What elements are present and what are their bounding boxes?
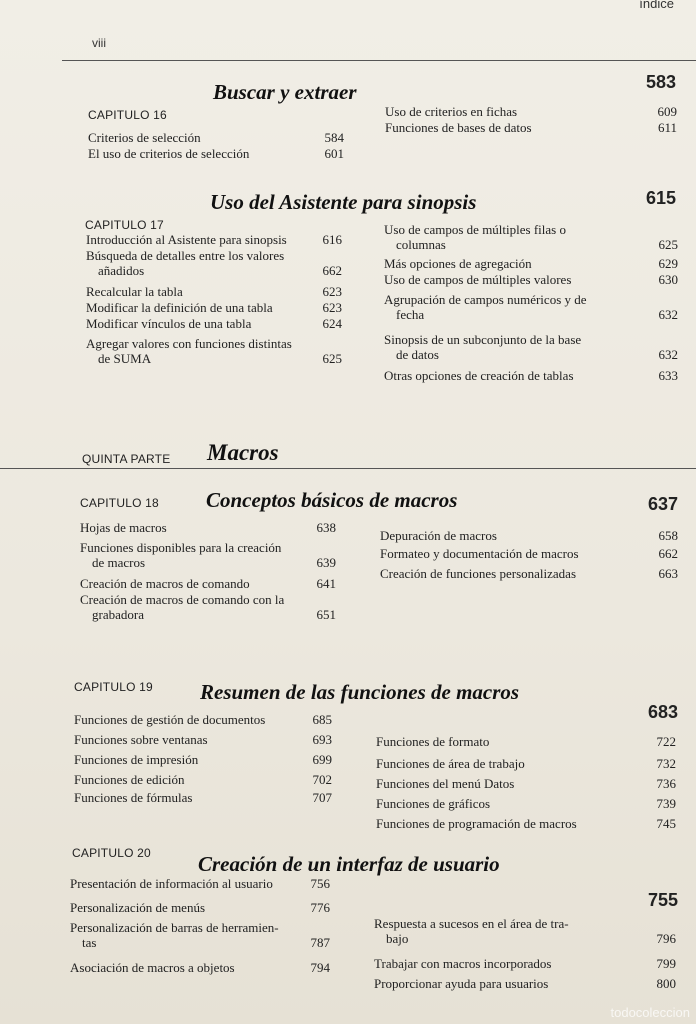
entry-title: Uso de campos de múltiples valores xyxy=(384,272,572,287)
entry-page: 662 xyxy=(658,546,678,561)
entry-page: 611 xyxy=(657,120,677,135)
toc-entry xyxy=(385,120,677,135)
toc-entry xyxy=(74,772,332,787)
toc-entry xyxy=(384,222,678,252)
entry-page: 616 xyxy=(322,232,342,247)
toc-entry xyxy=(80,540,336,570)
entry-page: 685 xyxy=(312,712,332,727)
entry-title: Funciones de área de trabajo xyxy=(376,756,525,771)
entry-page: 745 xyxy=(656,816,676,831)
entry-title: Hojas de macros xyxy=(80,520,167,535)
entry-page: 601 xyxy=(324,146,344,161)
entry-title: Personalización de barras de herramien- xyxy=(70,920,279,935)
entry-page: 584 xyxy=(324,130,344,145)
entry-page: 776 xyxy=(310,900,330,915)
entry-page: 609 xyxy=(657,104,677,119)
toc-entry xyxy=(74,752,332,767)
entry-title: Funciones de edición xyxy=(74,772,185,787)
toc-entry xyxy=(384,292,678,322)
entry-title: Modificar vínculos de una tabla xyxy=(86,316,252,331)
toc-entry xyxy=(384,368,678,383)
entry-page: 794 xyxy=(310,960,330,975)
entry-title: Uso de criterios en fichas xyxy=(385,104,518,119)
entry-title: Formateo y documentación de macros xyxy=(380,546,579,561)
entry-title: Creación de macros de comando con la xyxy=(80,592,285,607)
running-header: índice xyxy=(639,0,674,11)
entry-title: Respuesta a sucesos en el área de tra- xyxy=(374,916,569,931)
entry-title: Depuración de macros xyxy=(380,528,497,543)
entry-title: Búsqueda de detalles entre los valores xyxy=(86,248,285,263)
toc-entry xyxy=(86,232,342,247)
entry-page: 651 xyxy=(316,607,336,622)
toc-entry xyxy=(86,316,342,331)
entry-title: El uso de criterios de selección xyxy=(88,146,250,161)
entry-title: Recalcular la tabla xyxy=(86,284,183,299)
entry-page: 800 xyxy=(656,976,676,991)
entry-page: 623 xyxy=(322,284,342,299)
entry-page: 630 xyxy=(658,272,678,287)
toc-entry xyxy=(384,272,678,287)
entry-title-continued: de datos xyxy=(396,347,439,362)
entry-title: Criterios de selección xyxy=(88,130,201,145)
chapter-page: 615 xyxy=(645,188,676,208)
entry-page: 639 xyxy=(316,555,336,570)
chapter-page: 637 xyxy=(647,494,678,514)
entry-title: Sinopsis de un subconjunto de la base xyxy=(384,332,582,347)
toc-entry xyxy=(86,300,342,315)
entry-title-continued: bajo xyxy=(386,931,409,946)
entry-title: Funciones disponibles para la creación xyxy=(80,540,282,555)
toc-entry xyxy=(74,732,332,747)
chapter-label: CAPITULO 18 xyxy=(80,496,159,510)
chapter-label: CAPITULO 20 xyxy=(72,846,151,860)
part-rule xyxy=(0,468,696,469)
toc-entry xyxy=(376,816,676,831)
part-title: Macros xyxy=(207,440,279,465)
entry-page: 625 xyxy=(658,237,678,252)
entry-title: Agregar valores con funciones distintas xyxy=(86,336,292,351)
entry-title-continued: columnas xyxy=(396,237,446,252)
entry-title: Funciones de fórmulas xyxy=(74,790,193,805)
toc-entry xyxy=(80,520,336,535)
entry-title: Funciones de bases de datos xyxy=(385,120,532,135)
toc-entry xyxy=(88,130,344,145)
toc-entry xyxy=(384,256,678,271)
toc-entry xyxy=(70,876,330,891)
entry-page: 799 xyxy=(656,956,676,971)
entry-page: 796 xyxy=(656,931,676,946)
entry-page: 633 xyxy=(658,368,678,383)
entry-page: 707 xyxy=(312,790,332,805)
entry-page: 787 xyxy=(310,935,330,950)
entry-page: 624 xyxy=(322,316,342,331)
entry-title: Funciones de gestión de documentos xyxy=(74,712,266,727)
entry-page: 632 xyxy=(658,347,678,362)
toc-entry xyxy=(70,960,330,975)
entry-title: Creación de funciones personalizadas xyxy=(380,566,577,581)
entry-page: 693 xyxy=(312,732,332,747)
toc-entry xyxy=(376,796,676,811)
toc-entry xyxy=(74,712,332,727)
chapter-title: Uso del Asistente para sinopsis xyxy=(210,190,477,214)
entry-title: Uso de campos de múltiples filas o xyxy=(384,222,566,237)
chapter-label: CAPITULO 16 xyxy=(88,108,167,122)
entry-title: Funciones del menú Datos xyxy=(376,776,515,791)
toc-entry xyxy=(380,566,678,581)
toc-entry xyxy=(376,734,676,749)
page-number: viii xyxy=(92,36,106,50)
toc-entry xyxy=(74,790,332,805)
entry-title-continued: tas xyxy=(82,935,97,950)
entry-title: Otras opciones de creación de tablas xyxy=(384,368,574,383)
toc-entry xyxy=(374,956,676,971)
toc-entry xyxy=(86,248,342,278)
toc-entry xyxy=(86,284,342,299)
entry-page: 756 xyxy=(310,876,330,891)
toc-entry xyxy=(374,976,676,991)
entry-page: 732 xyxy=(656,756,676,771)
entry-page: 641 xyxy=(316,576,336,591)
entry-page: 662 xyxy=(322,263,342,278)
chapter-label: CAPITULO 19 xyxy=(74,680,153,694)
entry-page: 699 xyxy=(312,752,332,767)
toc-entry xyxy=(376,776,676,791)
entry-page: 629 xyxy=(658,256,678,271)
header-rule xyxy=(62,60,696,61)
entry-title: Funciones de programación de macros xyxy=(376,816,577,831)
entry-page: 702 xyxy=(312,772,332,787)
chapter-label: CAPITULO 17 xyxy=(85,218,164,232)
toc-entry xyxy=(88,146,344,161)
entry-page: 663 xyxy=(658,566,678,581)
entry-title: Modificar la definición de una tabla xyxy=(86,300,273,315)
toc-entry xyxy=(380,546,678,561)
entry-title-continued: fecha xyxy=(396,307,425,322)
entry-title: Funciones sobre ventanas xyxy=(74,732,208,747)
chapter-title: Buscar y extraer xyxy=(213,80,357,104)
toc-entry xyxy=(380,528,678,543)
entry-title: Más opciones de agregación xyxy=(384,256,532,271)
toc-entry xyxy=(385,104,677,119)
entry-page: 632 xyxy=(658,307,678,322)
part-label: QUINTA PARTE xyxy=(82,452,171,466)
toc-entry xyxy=(376,756,676,771)
entry-title: Funciones de impresión xyxy=(74,752,199,767)
toc-entry xyxy=(70,920,330,950)
entry-page: 722 xyxy=(656,734,676,749)
entry-page: 739 xyxy=(656,796,676,811)
watermark: todocoleccion xyxy=(610,1005,690,1020)
entry-page: 623 xyxy=(322,300,342,315)
chapter-title: Conceptos básicos de macros xyxy=(206,488,458,512)
chapter-title: Creación de un interfaz de usuario xyxy=(198,852,500,876)
entry-title: Presentación de información al usuario xyxy=(70,876,273,891)
toc-entry xyxy=(384,332,678,362)
entry-title: Proporcionar ayuda para usuarios xyxy=(374,976,549,991)
entry-page: 736 xyxy=(656,776,676,791)
toc-entry xyxy=(86,336,342,366)
entry-title: Creación de macros de comando xyxy=(80,576,250,591)
entry-title-continued: de SUMA xyxy=(98,351,152,366)
chapter-page: 683 xyxy=(647,702,678,722)
entry-page: 638 xyxy=(316,520,336,535)
entry-title: Trabajar con macros incorporados xyxy=(374,956,552,971)
chapter-page: 755 xyxy=(647,890,678,910)
toc-entry xyxy=(374,916,676,946)
entry-title: Asociación de macros a objetos xyxy=(70,960,235,975)
toc-entry xyxy=(80,576,336,591)
entry-title: Funciones de gráficos xyxy=(376,796,491,811)
entry-title: Personalización de menús xyxy=(70,900,206,915)
toc-entry xyxy=(80,592,336,622)
entry-title: Introducción al Asistente para sinopsis xyxy=(86,232,287,247)
chapter-title: Resumen de las funciones de macros xyxy=(200,680,520,704)
chapter-page: 583 xyxy=(645,72,676,92)
entry-title-continued: de macros xyxy=(92,555,146,570)
entry-title-continued: añadidos xyxy=(98,263,145,278)
entry-title: Agrupación de campos numéricos y de xyxy=(384,292,587,307)
toc-entry xyxy=(70,900,330,915)
entry-page: 625 xyxy=(322,351,342,366)
entry-page: 658 xyxy=(658,528,678,543)
entry-title-continued: grabadora xyxy=(92,607,144,622)
entry-title: Funciones de formato xyxy=(376,734,490,749)
